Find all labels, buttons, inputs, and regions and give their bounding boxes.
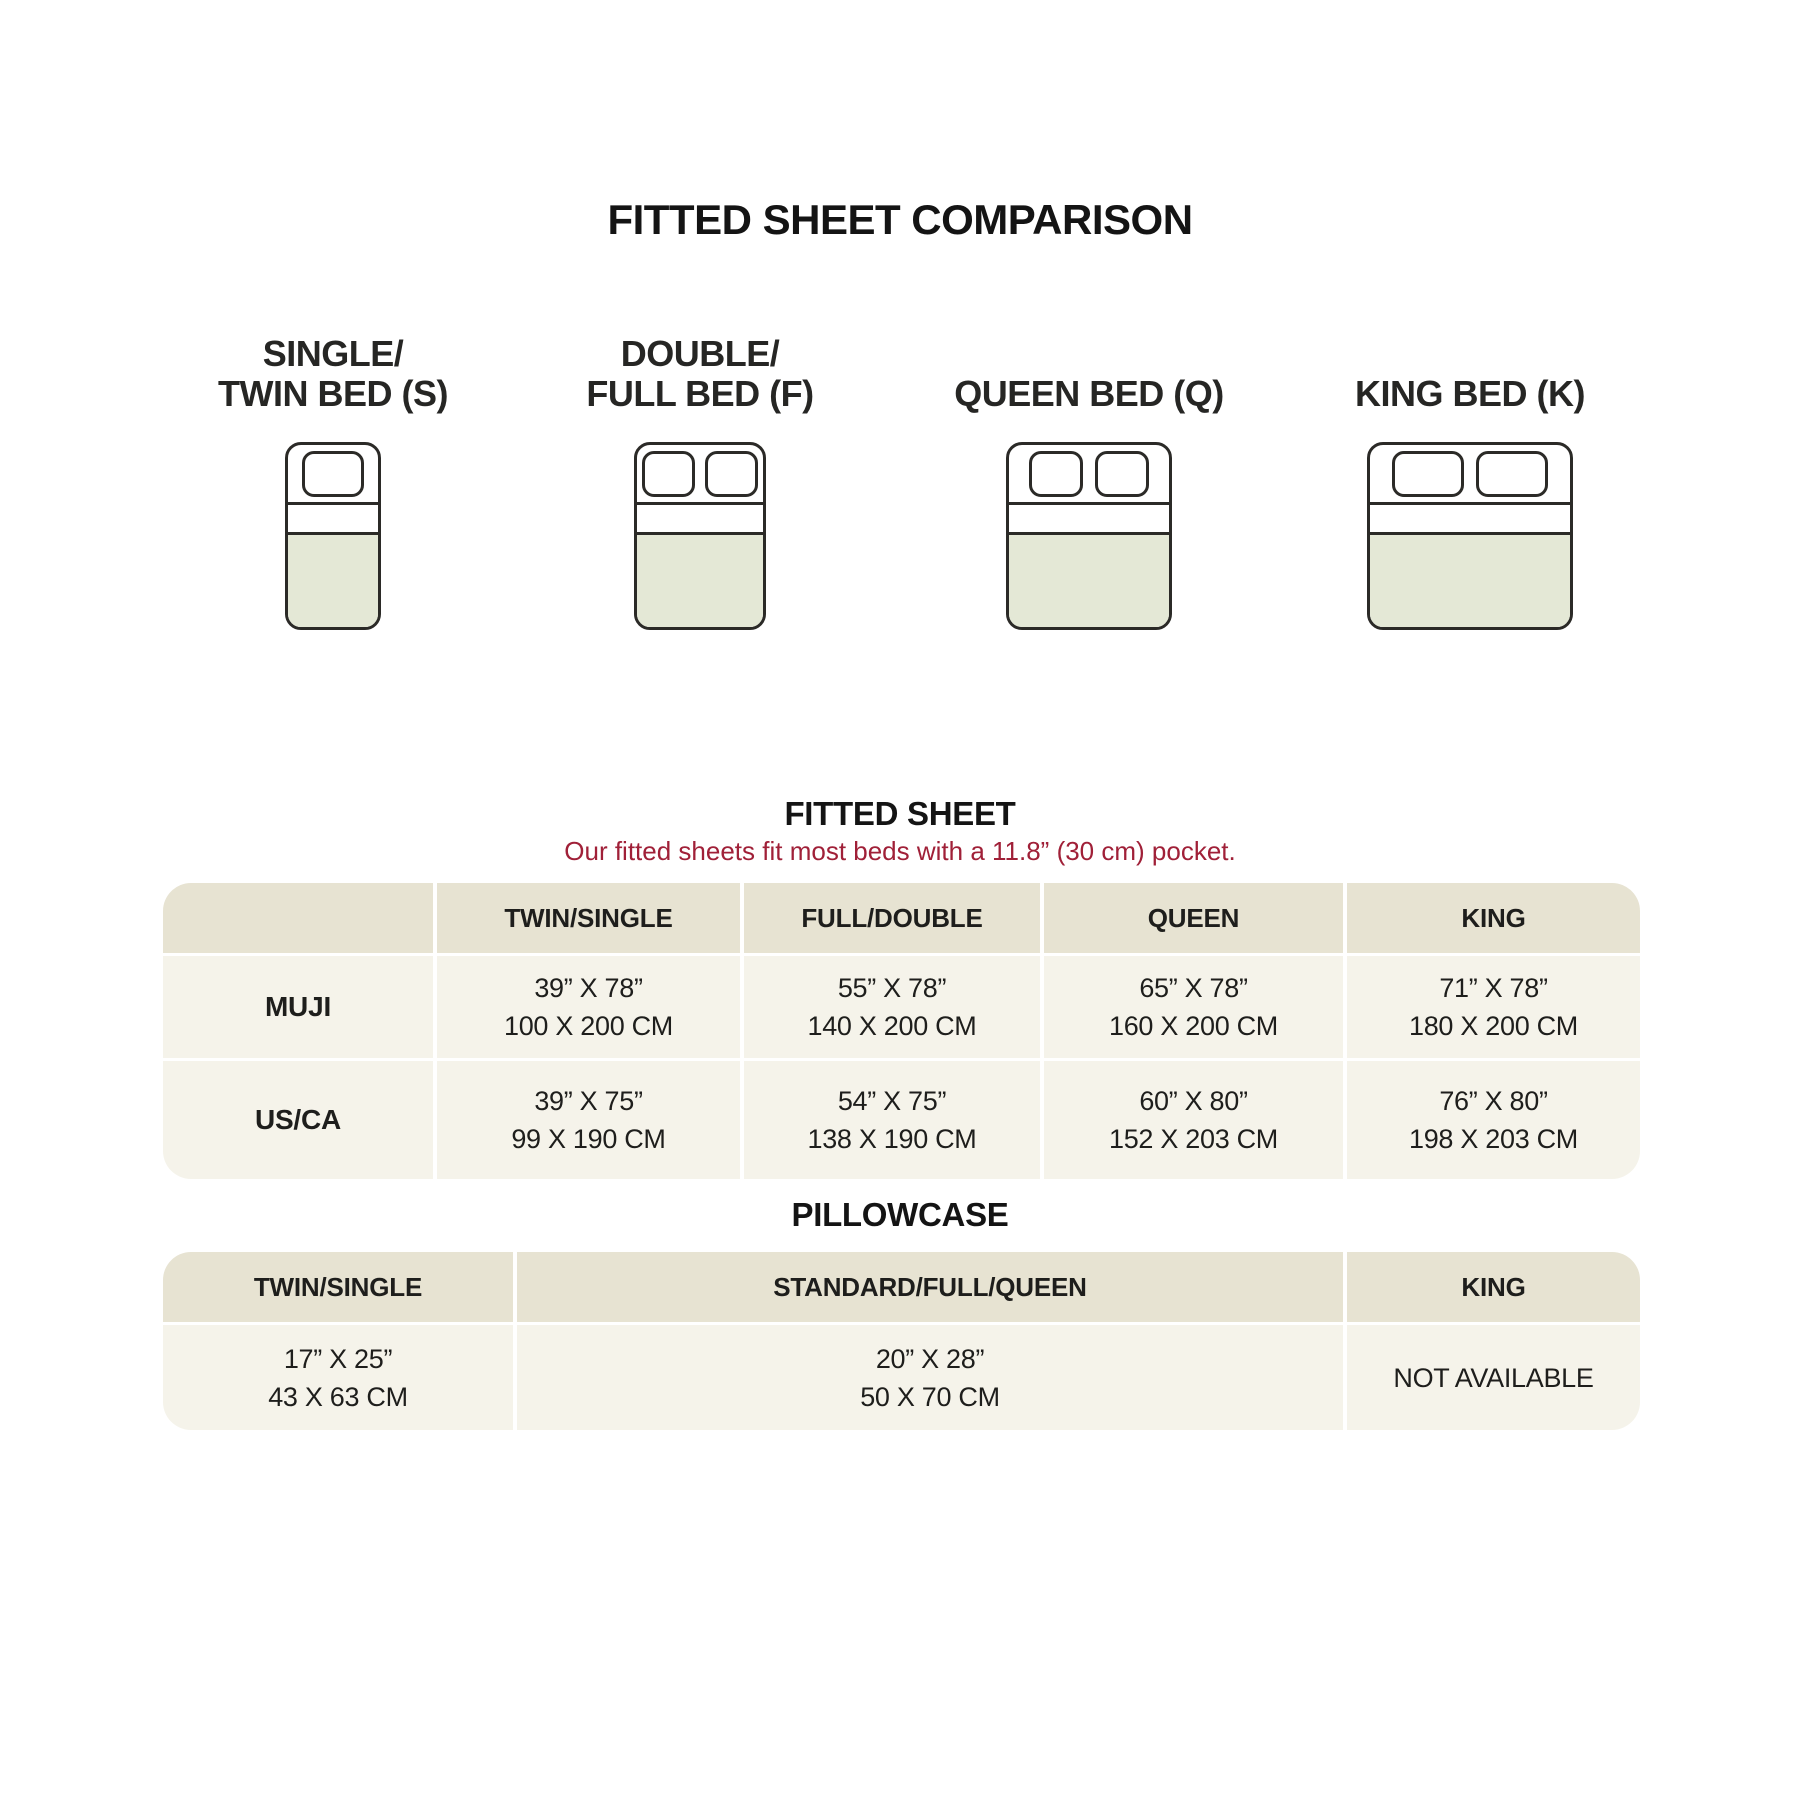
sheet-area (637, 535, 763, 627)
size-inches: 17” X 25” (283, 1343, 393, 1374)
bed-label-king (1250, 316, 1690, 414)
sheet-fold-band (1370, 505, 1570, 535)
pillowcase-table (163, 1252, 1640, 1430)
fitted-header-queen: QUEEN (1044, 883, 1343, 953)
size-cm: 198 X 203 CM (1409, 1124, 1578, 1154)
size-inches: 65” X 78” (1139, 973, 1248, 1003)
fitted-header-twin-single: TWIN/SINGLE (437, 883, 740, 953)
size-cm: 43 X 63 CM (268, 1381, 408, 1412)
king-bed-diagram (1367, 442, 1573, 630)
sheet-fold-band (288, 505, 378, 535)
fitted-cell-muji-queen (1044, 956, 1343, 1058)
fitted-sheet-table (163, 883, 1640, 1179)
pillowcase-cell-standard (517, 1325, 1343, 1430)
size-inches: 54” X 75” (837, 1086, 947, 1116)
bed-label-line2: TWIN BED (S) (218, 373, 448, 414)
fitted-header-full-double: FULL/DOUBLE (744, 883, 1040, 953)
size-inches: 71” X 78” (1439, 973, 1548, 1003)
size-inches: 60” X 80” (1139, 1086, 1248, 1116)
size-cm: 160 X 200 CM (1109, 1011, 1278, 1041)
fitted-row-label-usca: US/CA (163, 1061, 433, 1179)
fitted-cell-muji-twin (437, 956, 740, 1058)
pillowcase-header-standard: STANDARD/FULL/QUEEN (517, 1252, 1343, 1322)
fitted-cell-usca-full (744, 1061, 1040, 1179)
sheet-fold-band (637, 505, 763, 535)
sheet-fold-band (1009, 505, 1169, 535)
fitted-header-blank (163, 883, 433, 953)
pillow (1476, 451, 1548, 497)
bed-label-line1: DOUBLE/ (620, 333, 780, 374)
bed-label-line2: KING BED (K) (1355, 373, 1585, 414)
pillowcase-heading: PILLOWCASE (791, 1196, 1009, 1233)
pillow (642, 451, 695, 497)
pillow (1029, 451, 1083, 497)
sheet-area (1009, 535, 1169, 627)
bed-column-queen (869, 316, 1309, 630)
fitted-row-label-muji: MUJI (163, 956, 433, 1058)
fitted-cell-usca-queen (1044, 1061, 1343, 1179)
bed-label-line2: FULL BED (F) (586, 373, 814, 414)
sheet-area (1370, 535, 1570, 627)
fitted-cell-usca-king (1347, 1061, 1640, 1179)
size-cm: 100 X 200 CM (504, 1011, 673, 1041)
size-inches: 39” X 78” (534, 973, 643, 1003)
size-cm: 99 X 190 CM (511, 1124, 666, 1154)
size-cm: 50 X 70 CM (860, 1381, 1000, 1412)
availability-text: NOT AVAILABLE (1393, 1362, 1594, 1393)
size-inches: 55” X 78” (837, 973, 947, 1003)
pillow (1392, 451, 1464, 497)
size-cm: 140 X 200 CM (807, 1011, 977, 1041)
fitted-cell-usca-twin (437, 1061, 740, 1179)
pillow-area (1370, 445, 1570, 505)
page-title: FITTED SHEET COMPARISON (607, 196, 1193, 243)
double-bed-diagram (634, 442, 766, 630)
pillow (705, 451, 758, 497)
size-inches: 20” X 28” (875, 1343, 985, 1374)
pillowcase-header-twin-single: TWIN/SINGLE (163, 1252, 513, 1322)
pillow (1095, 451, 1149, 497)
fitted-sheet-subtitle: Our fitted sheets fit most beds with a 11.8” (30 cm) pocket. (564, 836, 1236, 866)
bed-label-double-full (480, 316, 920, 414)
queen-bed-diagram (1006, 442, 1172, 630)
pillowcase-cell-twin-single (163, 1325, 513, 1430)
pillow-area (637, 445, 763, 505)
pillow (302, 451, 364, 497)
bed-label-line2: QUEEN BED (Q) (954, 373, 1224, 414)
fitted-header-king: KING (1347, 883, 1640, 953)
sheet-area (288, 535, 378, 627)
bed-label-queen (869, 316, 1309, 414)
bed-label-line1: SINGLE/ (262, 333, 404, 374)
fitted-cell-muji-king (1347, 956, 1640, 1058)
size-inches: 39” X 75” (534, 1086, 643, 1116)
pillowcase-header-king: KING (1347, 1252, 1640, 1322)
pillow-area (288, 445, 378, 505)
bed-column-double-full (480, 316, 920, 630)
fitted-cell-muji-full (744, 956, 1040, 1058)
pillowcase-cell-king (1347, 1325, 1640, 1430)
size-cm: 180 X 200 CM (1409, 1011, 1578, 1041)
pillow-area (1009, 445, 1169, 505)
single-bed-diagram (285, 442, 381, 630)
fitted-sheet-heading: FITTED SHEET (784, 795, 1016, 832)
size-cm: 138 X 190 CM (807, 1124, 977, 1154)
bed-column-king (1250, 316, 1690, 630)
size-cm: 152 X 203 CM (1109, 1124, 1278, 1154)
size-inches: 76” X 80” (1439, 1086, 1548, 1116)
